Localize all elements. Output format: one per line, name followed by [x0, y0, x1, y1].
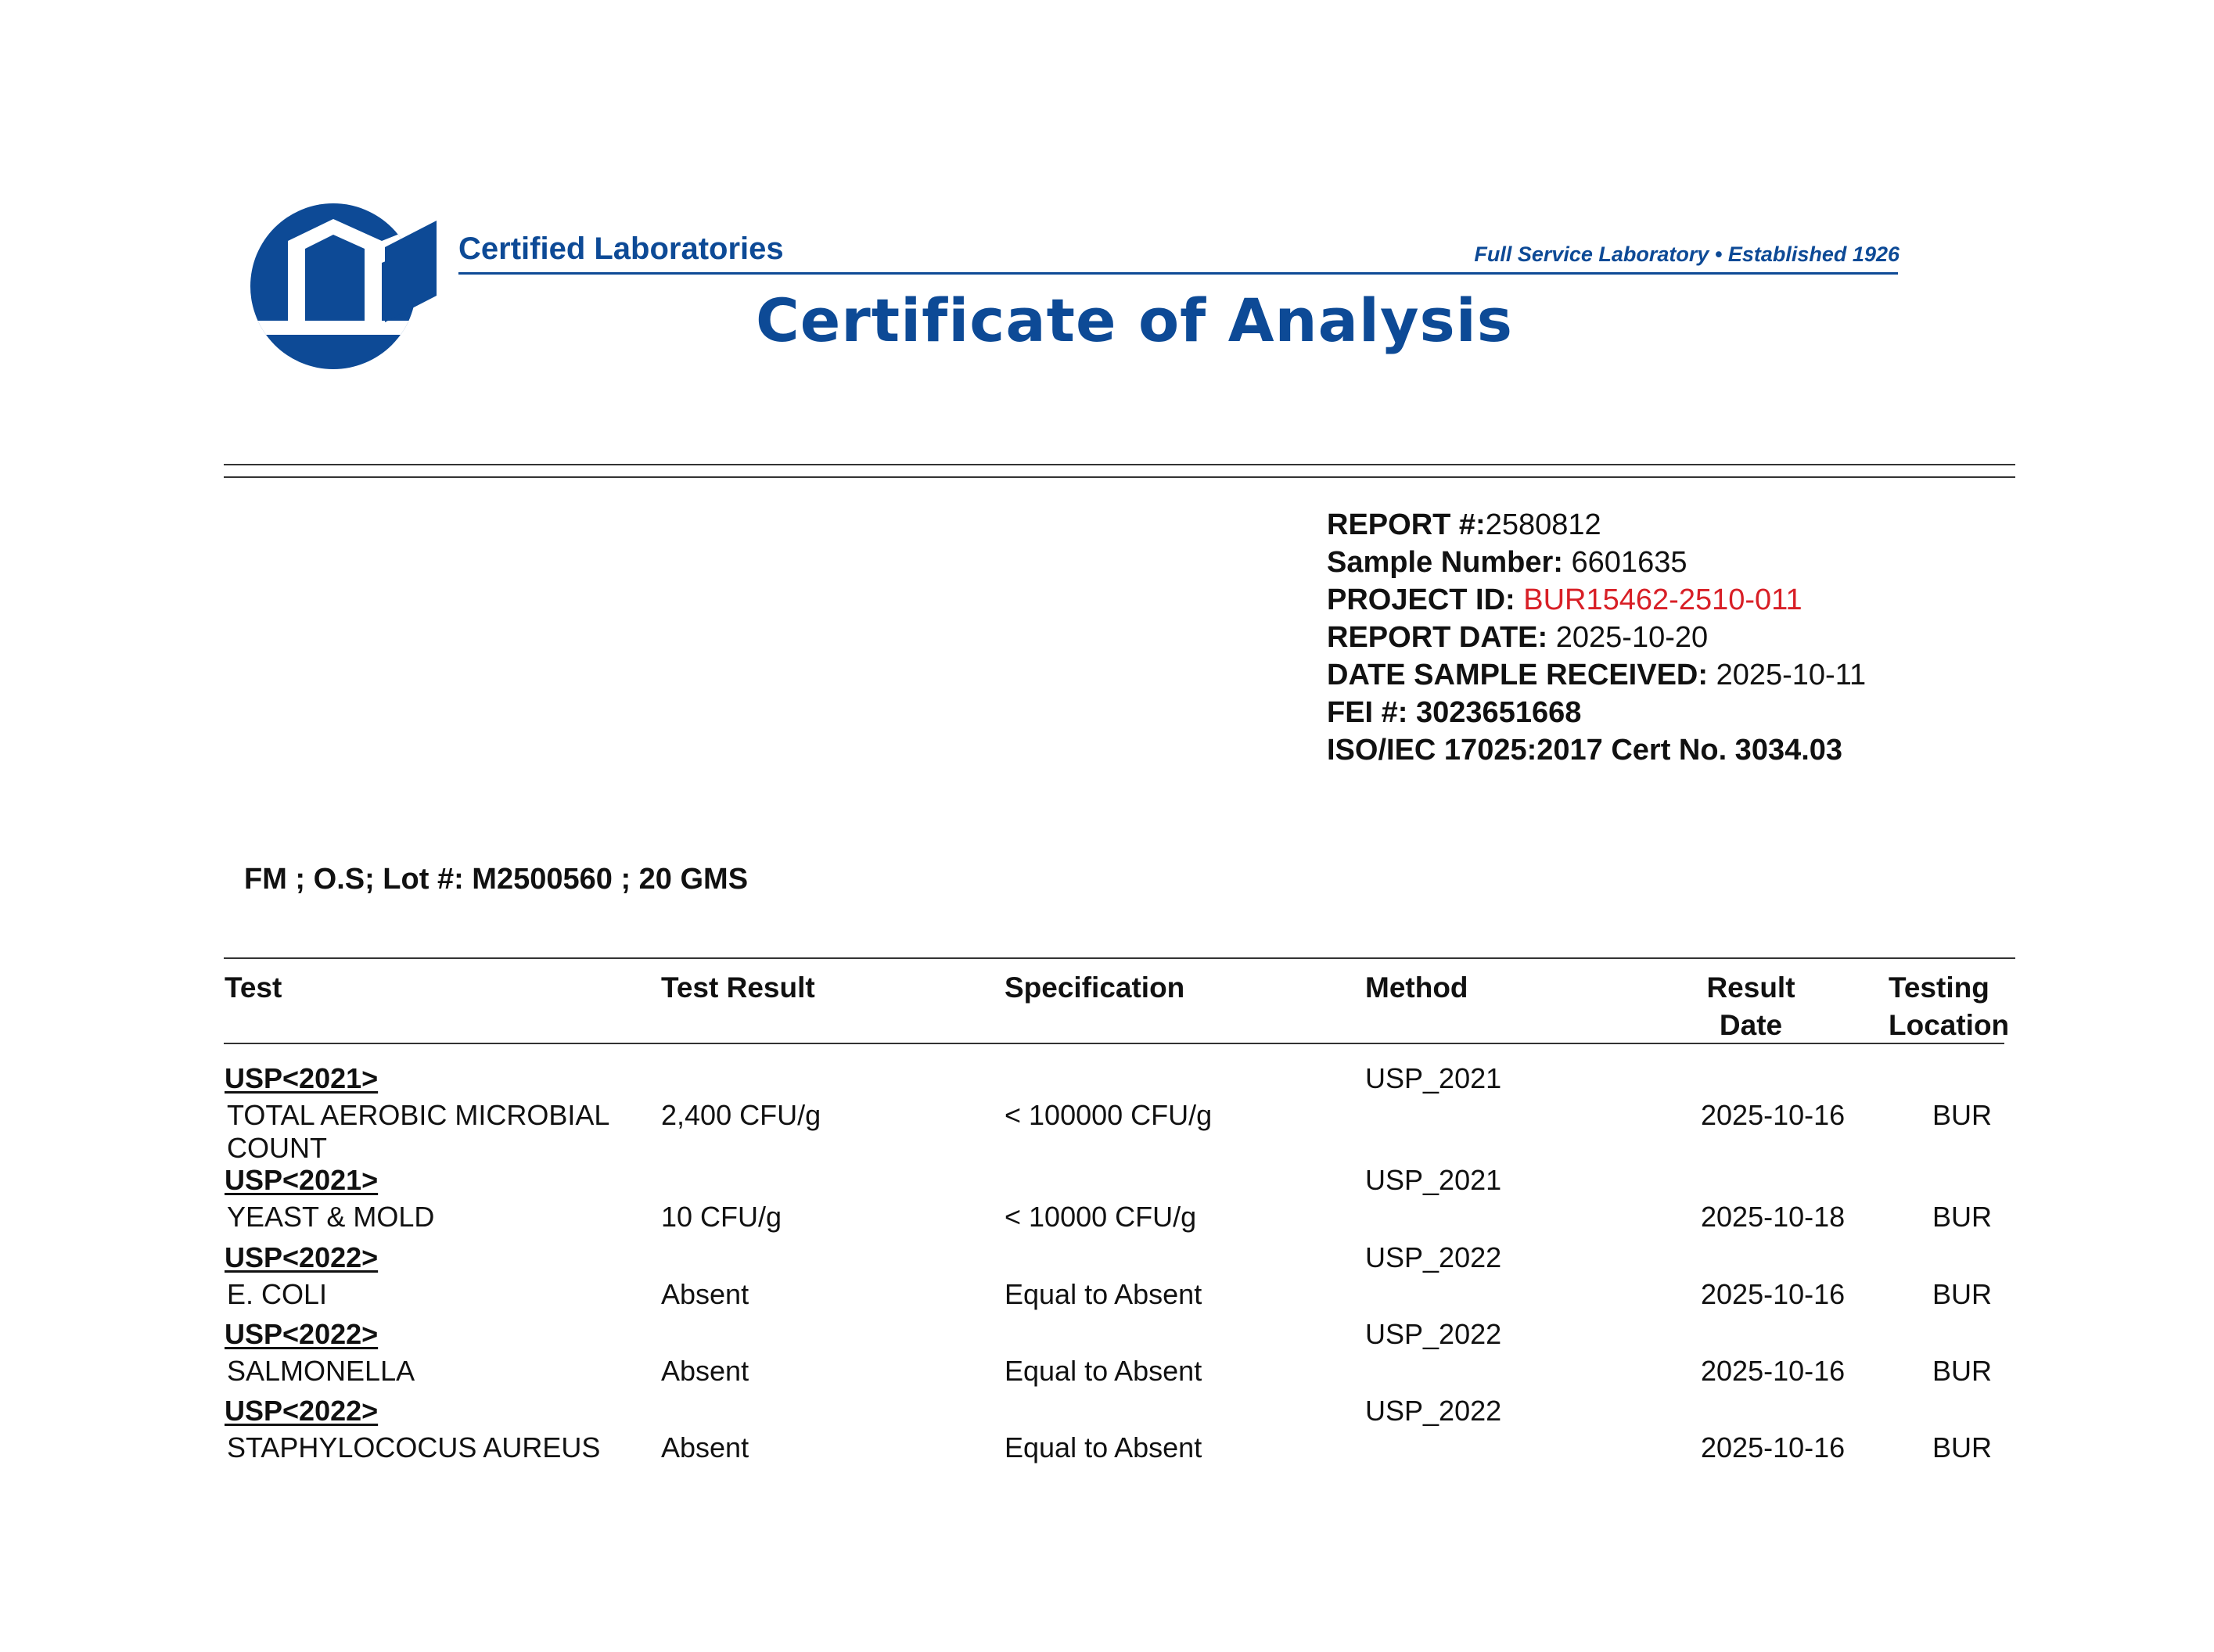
test-name: TOTAL AEROBIC MICROBIAL COUNT: [227, 1099, 609, 1164]
table-header-rule: [224, 1043, 2004, 1044]
specification: Equal to Absent: [1005, 1355, 1202, 1387]
company-tagline: Full Service Laboratory • Established 1926: [1474, 242, 1900, 266]
fei-number: FEI #: 3023651668: [1327, 696, 1582, 729]
result-date: 2025-10-16: [1701, 1278, 1846, 1310]
result-date: 2025-10-18: [1701, 1201, 1846, 1233]
testing-location: BUR: [1932, 1201, 1993, 1233]
method: USP_2022: [1365, 1241, 1502, 1273]
document-title: Certificate of Analysis: [755, 286, 1514, 355]
test-name: YEAST & MOLD: [227, 1201, 435, 1233]
test-result: 10 CFU/g: [661, 1201, 782, 1233]
method: USP_2022: [1365, 1318, 1502, 1350]
report-number: REPORT #:2580812: [1327, 508, 1601, 541]
test-group: USP<2022>: [225, 1241, 379, 1273]
test-result: 2,400 CFU/g: [661, 1099, 821, 1131]
method: USP_2021: [1365, 1164, 1502, 1196]
double-rule-bottom: [224, 476, 2015, 478]
test-name: E. COLI: [227, 1278, 328, 1310]
test-name: STAPHYLOCOCUS AUREUS: [227, 1431, 601, 1463]
method: USP_2022: [1365, 1395, 1502, 1427]
result-date: 2025-10-16: [1701, 1099, 1846, 1131]
testing-location: BUR: [1932, 1278, 1993, 1310]
test-group: USP<2022>: [225, 1395, 379, 1427]
iso-cert: ISO/IEC 17025:2017 Cert No. 3034.03: [1327, 734, 1843, 767]
result-date: 2025-10-16: [1701, 1355, 1846, 1387]
company-name: Certified Laboratories: [458, 232, 784, 266]
table-top-rule: [224, 957, 2015, 959]
specification: Equal to Absent: [1005, 1278, 1202, 1310]
header-result-date: Result Date: [1706, 971, 1795, 1041]
header-testing-location: Testing Location: [1889, 971, 2010, 1041]
report-date: REPORT DATE: 2025-10-20: [1327, 621, 1709, 654]
test-name: SALMONELLA: [227, 1355, 415, 1387]
test-group: USP<2021>: [225, 1164, 379, 1196]
header-divider: [458, 272, 1898, 275]
result-date: 2025-10-16: [1701, 1431, 1846, 1463]
sample-number: Sample Number: 6601635: [1327, 546, 1687, 579]
method: USP_2021: [1365, 1062, 1502, 1094]
test-group: USP<2022>: [225, 1318, 379, 1350]
certified-laboratories-logo-icon: [232, 203, 437, 369]
test-result: Absent: [661, 1431, 749, 1463]
specification: < 100000 CFU/g: [1005, 1099, 1213, 1131]
test-result: Absent: [661, 1278, 749, 1310]
date-sample-received: DATE SAMPLE RECEIVED: 2025-10-11: [1327, 659, 1867, 691]
header-test: Test: [225, 971, 282, 1004]
header-method: Method: [1365, 971, 1468, 1004]
header-specification: Specification: [1005, 971, 1185, 1004]
testing-location: BUR: [1932, 1099, 1993, 1131]
test-result: Absent: [661, 1355, 749, 1387]
header-test-result: Test Result: [661, 971, 815, 1004]
sample-description: FM ; O.S; Lot #: M2500560 ; 20 GMS: [244, 863, 749, 896]
testing-location: BUR: [1932, 1431, 1993, 1463]
test-group: USP<2021>: [225, 1062, 379, 1094]
specification: < 10000 CFU/g: [1005, 1201, 1197, 1233]
project-id: PROJECT ID: BUR15462-2510-011: [1327, 584, 1802, 616]
specification: Equal to Absent: [1005, 1431, 1202, 1463]
testing-location: BUR: [1932, 1355, 1993, 1387]
double-rule-top: [224, 464, 2015, 465]
